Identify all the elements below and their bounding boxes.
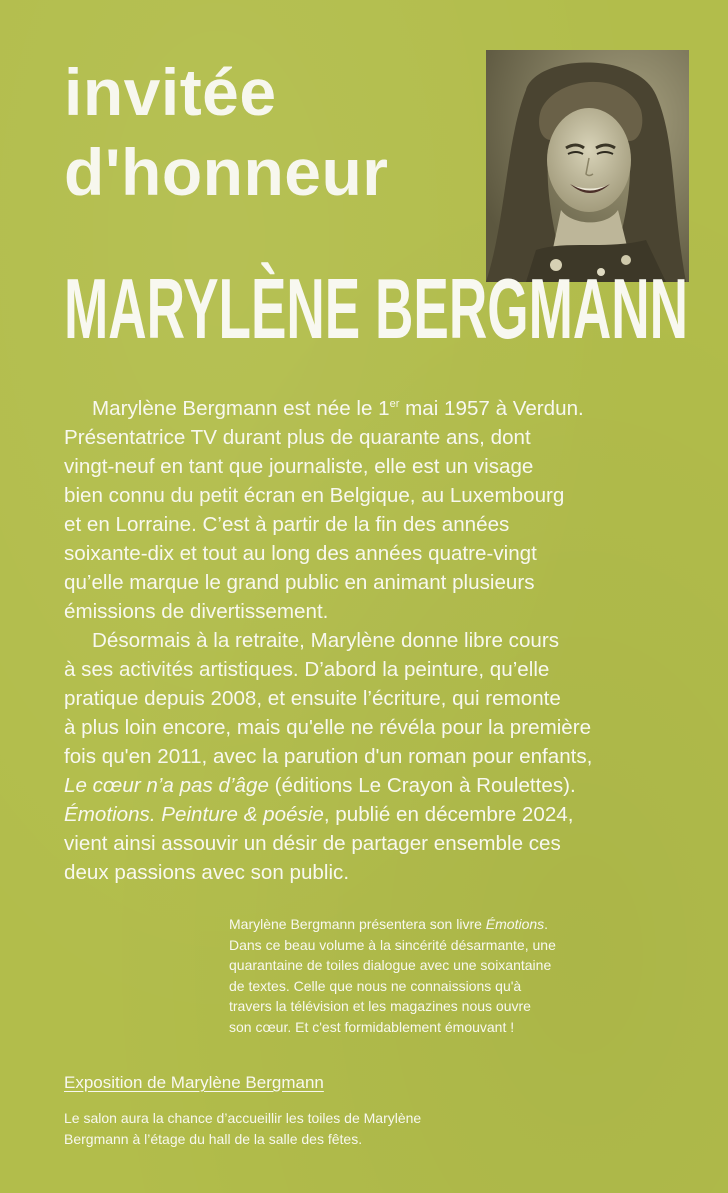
aside-line3: quarantaine de toiles dialogue avec une soixantaine xyxy=(229,957,552,974)
bio-p2-line6 xyxy=(64,771,694,800)
bio-p1-line3: vingt-neuf en tant que journaliste, elle est un visage xyxy=(64,455,534,478)
aside-book-title: Émotions xyxy=(485,916,545,932)
biography-paragraph-2 xyxy=(64,626,694,887)
person-name-text: MARYLÈNE BERGMANN xyxy=(64,260,688,348)
aside-line2: Dans ce beau volume à la sincérité désarmante, une xyxy=(229,936,556,953)
bio-p1-line4: bien connu du petit écran en Belgique, au Luxembourg xyxy=(64,484,565,507)
heading xyxy=(64,52,388,212)
bio-p2-line9: deux passions avec son public. xyxy=(64,861,350,884)
biography-paragraph-1 xyxy=(64,394,694,626)
portrait-photo xyxy=(486,50,689,282)
bio-p1-line1-a: Marylène Bergmann est née le 1 xyxy=(92,397,390,420)
bio-p1-superscript: er xyxy=(389,398,400,411)
bio-p1-line5: et en Lorraine. C’est à partir de la fin des années xyxy=(64,513,510,536)
bio-p2-line3: pratique depuis 2008, et ensuite l’écriture, qui remonte xyxy=(64,687,561,710)
bio-p2-line7 xyxy=(64,800,694,829)
aside-line1-b: . xyxy=(544,916,549,932)
bio-p1-line6: soixante-dix et tout au long des années quatre-vingt xyxy=(64,542,537,565)
exhibition-title: Exposition de Marylène Bergmann xyxy=(64,1073,324,1092)
aside-line1-a: Marylène Bergmann présentera son livre xyxy=(229,916,486,932)
bio-p2-line1: Désormais à la retraite, Marylène donne libre cours xyxy=(92,629,559,652)
person-name xyxy=(64,258,692,348)
aside-line6: son cœur. Et c'est formidablement émouvant ! xyxy=(229,1018,515,1035)
bio-p1-line7: qu’elle marque le grand public en animant plusieurs xyxy=(64,571,535,594)
bio-p1-line8: émissions de divertissement. xyxy=(64,600,329,623)
heading-line-2: d'honneur xyxy=(64,135,389,209)
bio-p2-line5: fois qu'en 2011, avec la parution d'un roman pour enfants, xyxy=(64,745,593,768)
expo-line2: Bergmann à l’étage du hall de la salle des fêtes. xyxy=(64,1130,363,1147)
heading-line-1: invitée xyxy=(64,55,277,129)
exhibition-description xyxy=(64,1108,624,1149)
biography xyxy=(64,394,694,887)
bio-p2-line8: vient ainsi assouvir un désir de partager ensemble ces xyxy=(64,832,561,855)
bio-p1-line2: Présentatrice TV durant plus de quarante ans, dont xyxy=(64,426,531,449)
book-title-1: Le cœur n’a pas d’âge xyxy=(64,774,269,797)
aside-line1 xyxy=(229,914,699,935)
book-title-2: Émotions. Peinture & poésie xyxy=(64,803,324,826)
bio-p2-line6-rest: (éditions Le Crayon à Roulettes). xyxy=(268,774,576,797)
aside-line5: travers la télévision et les magazines nous ouvre xyxy=(229,998,531,1015)
bio-p1-line1-b: mai 1957 à Verdun. xyxy=(399,397,584,420)
bio-p2-line2: à ses activités artistiques. D’abord la peinture, qu’elle xyxy=(64,658,550,681)
bio-p2-line7-rest: , publié en décembre 2024, xyxy=(323,803,574,826)
aside-line4: de textes. Celle que nous ne connaissions qu'à xyxy=(229,977,522,994)
book-presentation-note xyxy=(229,914,699,1038)
expo-line1: Le salon aura la chance d’accueillir les toiles de Marylène xyxy=(64,1110,422,1126)
bio-p2-line4: à plus loin encore, mais qu'elle ne révéla pour la première xyxy=(64,716,592,739)
